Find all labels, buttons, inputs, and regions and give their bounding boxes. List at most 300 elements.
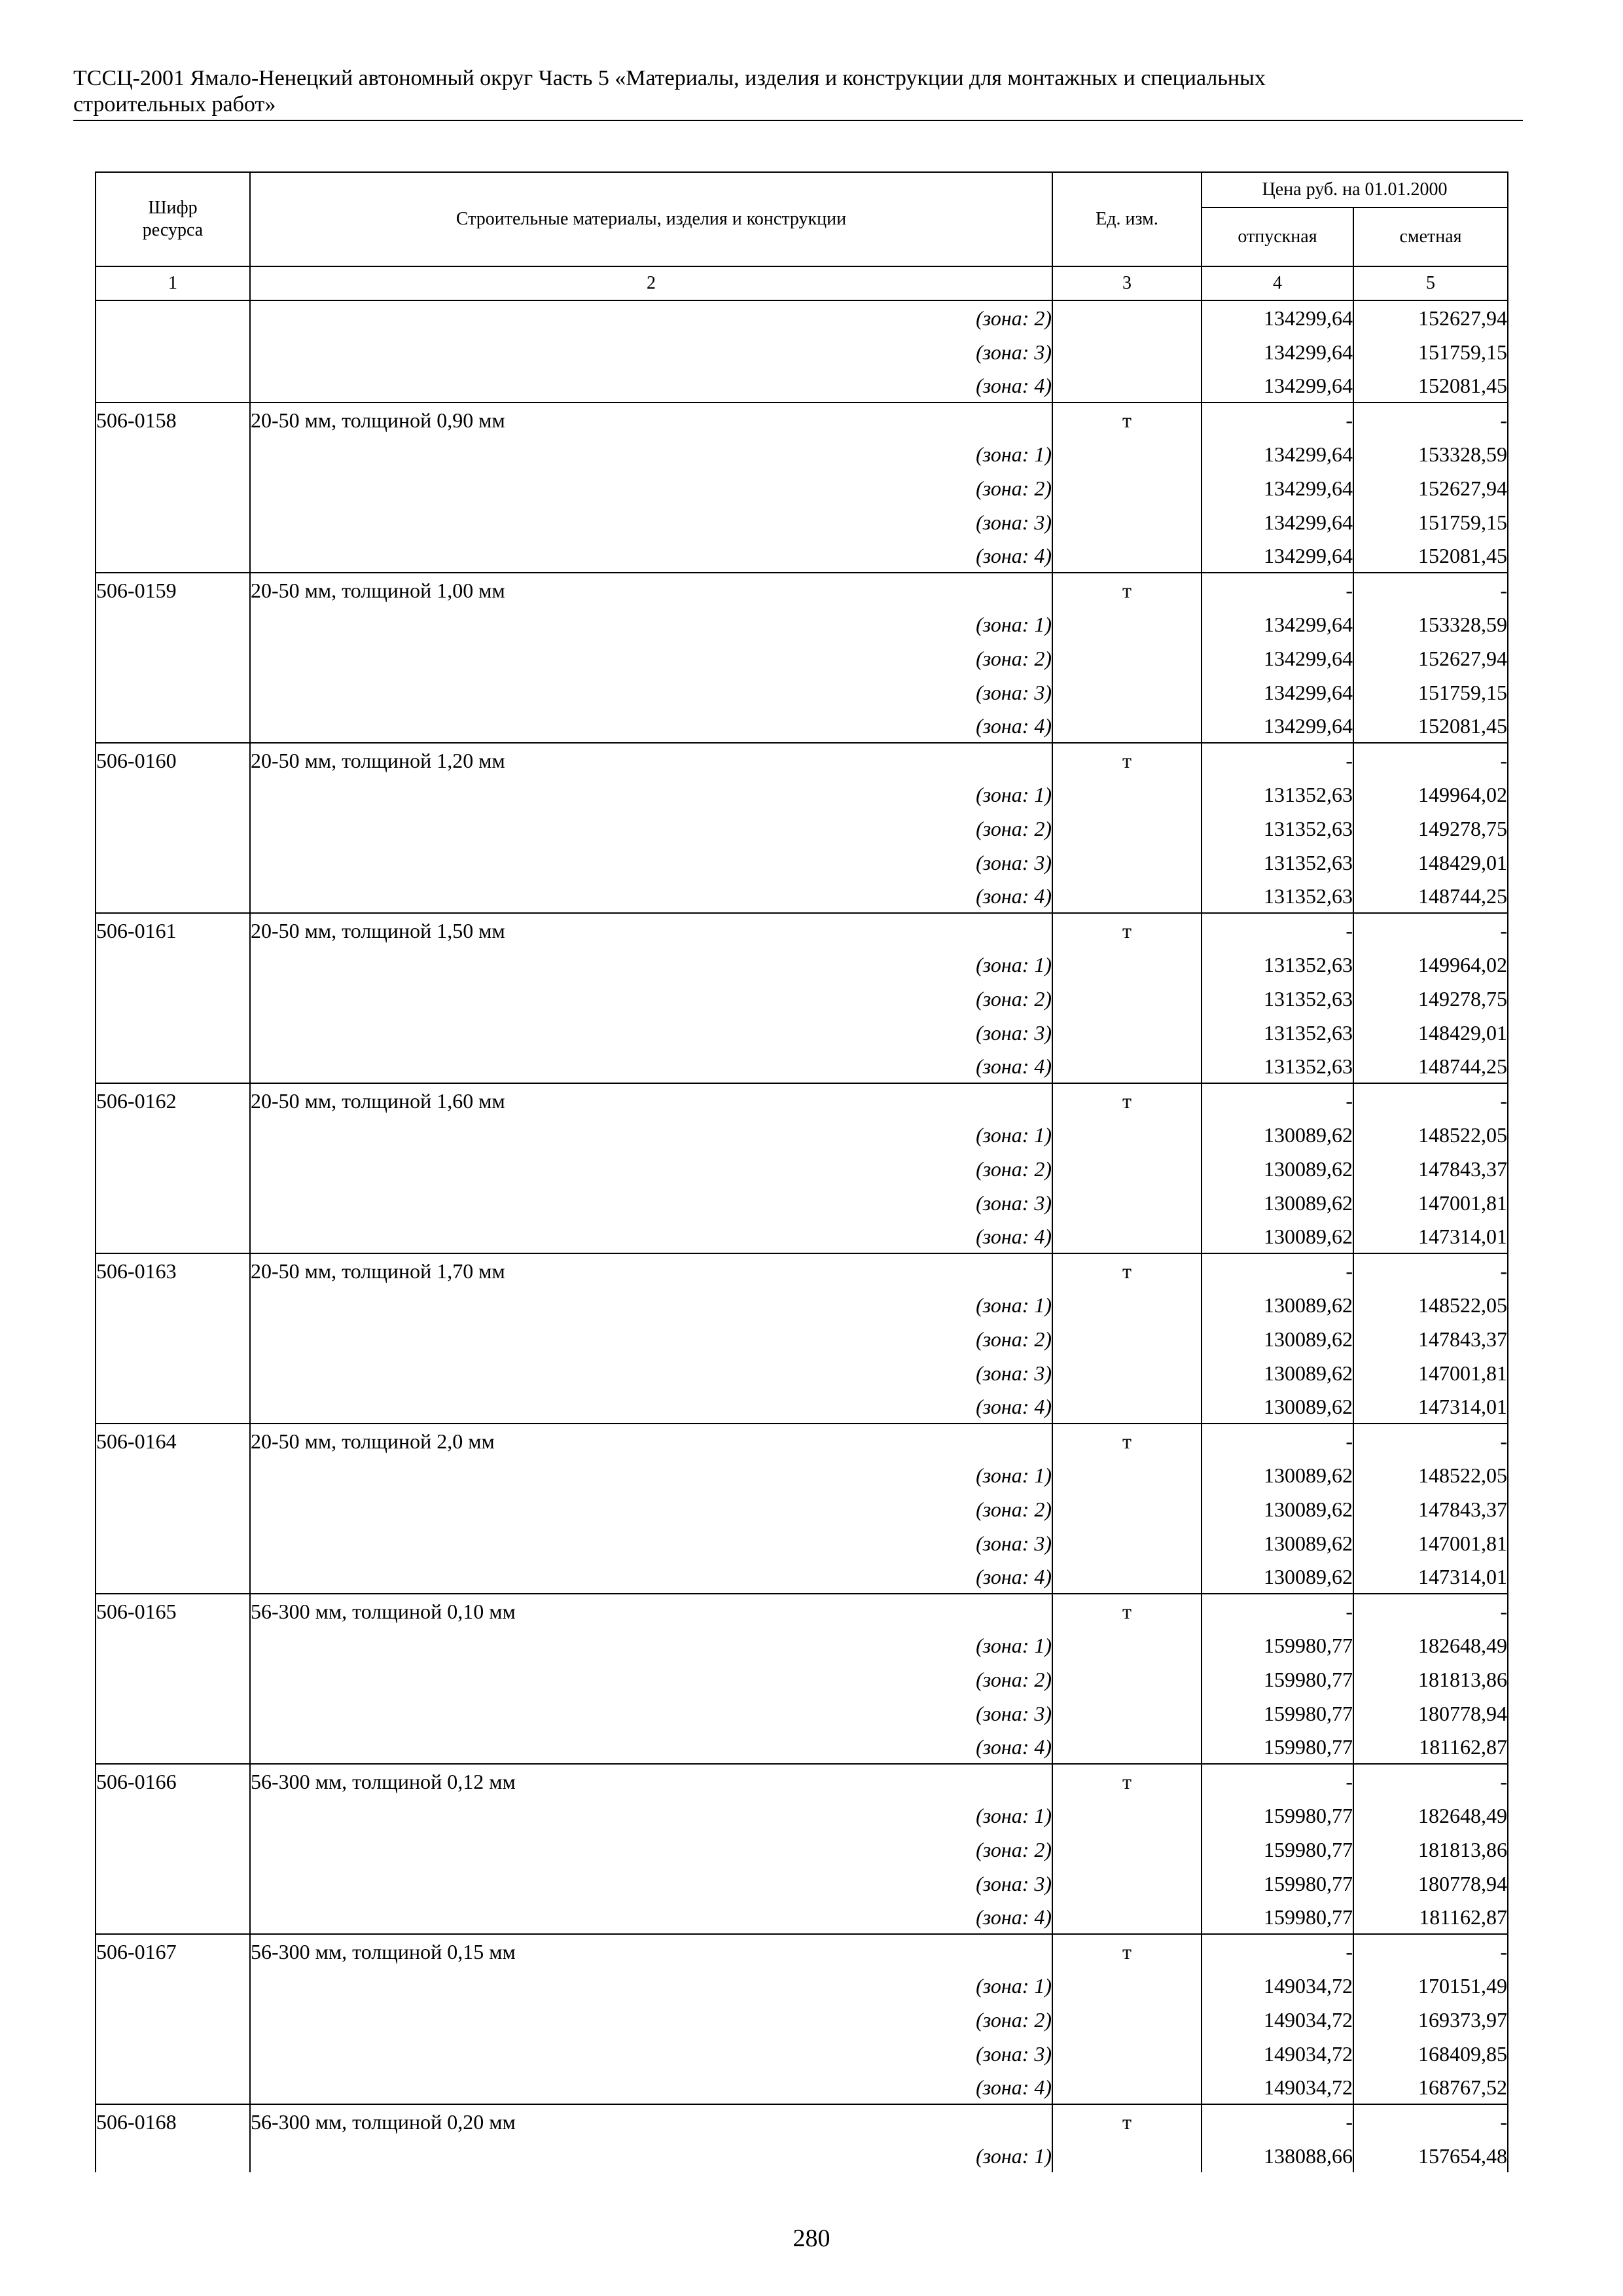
resource-code: 506-0167 (96, 1934, 250, 1968)
page-number: 280 (793, 2225, 830, 2252)
unit-cell (1052, 1219, 1202, 1253)
release-price: 134299,64 (1202, 368, 1353, 403)
header-title-line-2: строительных работ» (73, 92, 276, 117)
estimate-price: 180778,94 (1353, 1866, 1508, 1900)
estimate-price: 148522,05 (1353, 1117, 1508, 1151)
resource-code-cell (96, 1526, 250, 1560)
release-price: - (1202, 1253, 1353, 1287)
resource-name: 20-50 мм, толщиной 0,90 мм (250, 403, 1052, 437)
zone-label: (зона: 4) (250, 2070, 1052, 2104)
zone-row (96, 1117, 1508, 1151)
unit-cell (1052, 1526, 1202, 1560)
release-price: - (1202, 403, 1353, 437)
resource-unit: т (1052, 1424, 1202, 1458)
zone-label: (зона: 3) (250, 1015, 1052, 1049)
resource-code-cell (96, 777, 250, 811)
resource-code-cell (96, 709, 250, 743)
zone-row (96, 539, 1508, 573)
zone-label: (зона: 1) (250, 1798, 1052, 1832)
zone-label: (зона: 3) (250, 1866, 1052, 1900)
estimate-price: 181813,86 (1353, 1832, 1508, 1866)
estimate-price: 181162,87 (1353, 1730, 1508, 1764)
estimate-price: - (1353, 1253, 1508, 1287)
resource-unit: т (1052, 1934, 1202, 1968)
zone-row (96, 505, 1508, 539)
zone-label: (зона: 1) (250, 1458, 1052, 1492)
resource-code-cell (96, 539, 250, 573)
zone-row (96, 1458, 1508, 1492)
release-price: 134299,64 (1202, 505, 1353, 539)
resource-code-cell (96, 607, 250, 641)
unit-cell (1052, 777, 1202, 811)
resource-unit: т (1052, 913, 1202, 947)
estimate-price: 148429,01 (1353, 1015, 1508, 1049)
zone-label: (зона: 2) (250, 471, 1052, 505)
zone-row (96, 1321, 1508, 1355)
estimate-price: 147001,81 (1353, 1185, 1508, 1219)
resource-name: 56-300 мм, толщиной 0,10 мм (250, 1594, 1052, 1628)
estimate-price: 181813,86 (1353, 1662, 1508, 1696)
release-price: 130089,62 (1202, 1492, 1353, 1526)
zone-label: (зона: 2) (250, 300, 1052, 334)
column-header-unit: Ед. изм. (1052, 172, 1202, 266)
zone-label: (зона: 2) (250, 1832, 1052, 1866)
zone-row (96, 1219, 1508, 1253)
unit-cell (1052, 1390, 1202, 1424)
unit-cell (1052, 879, 1202, 913)
release-price: 130089,62 (1202, 1390, 1353, 1424)
column-header-code: Шифр ресурса (96, 172, 250, 266)
zone-label: (зона: 4) (250, 1049, 1052, 1083)
resource-name: 20-50 мм, толщиной 1,70 мм (250, 1253, 1052, 1287)
resource-row (96, 1424, 1508, 1458)
resource-row (96, 913, 1508, 947)
unit-cell (1052, 981, 1202, 1015)
zone-row (96, 300, 1508, 334)
zone-row (96, 2002, 1508, 2036)
estimate-price: - (1353, 1083, 1508, 1117)
release-price: 131352,63 (1202, 1049, 1353, 1083)
resource-code-cell (96, 1832, 250, 1866)
unit-cell (1052, 1492, 1202, 1526)
estimate-price: 151759,15 (1353, 675, 1508, 709)
zone-row (96, 1866, 1508, 1900)
release-price: - (1202, 2104, 1353, 2138)
header-title-line-1: ТССЦ-2001 Ямало-Ненецкий автономный округ Часть 5 «Материалы, изделия и конструкции для монтажных и специальных (73, 66, 1266, 90)
estimate-price: 148522,05 (1353, 1287, 1508, 1321)
resource-code-cell (96, 1492, 250, 1526)
zone-label: (зона: 1) (250, 2138, 1052, 2172)
resource-unit: т (1052, 573, 1202, 607)
zone-label: (зона: 4) (250, 1560, 1052, 1594)
estimate-price: 180778,94 (1353, 1696, 1508, 1730)
release-price: 131352,63 (1202, 777, 1353, 811)
resource-code-cell (96, 1662, 250, 1696)
zone-label: (зона: 2) (250, 1321, 1052, 1355)
zone-row (96, 1390, 1508, 1424)
document-header (73, 65, 1523, 118)
zone-row (96, 845, 1508, 879)
zone-row (96, 471, 1508, 505)
unit-cell (1052, 471, 1202, 505)
release-price: - (1202, 1083, 1353, 1117)
estimate-price: - (1353, 1934, 1508, 1968)
resource-code-cell (96, 1968, 250, 2002)
zone-label: (зона: 3) (250, 505, 1052, 539)
estimate-price: 181162,87 (1353, 1900, 1508, 1934)
resource-code-cell (96, 1151, 250, 1185)
column-number: 2 (250, 266, 1052, 300)
resource-row (96, 1594, 1508, 1628)
resource-code-cell (96, 300, 250, 334)
zone-label: (зона: 4) (250, 1390, 1052, 1424)
release-price: 134299,64 (1202, 641, 1353, 675)
zone-row (96, 1492, 1508, 1526)
zone-row (96, 1968, 1508, 2002)
unit-cell (1052, 947, 1202, 981)
resource-code-cell (96, 1219, 250, 1253)
resource-unit: т (1052, 403, 1202, 437)
unit-cell (1052, 539, 1202, 573)
zone-label: (зона: 2) (250, 1662, 1052, 1696)
estimate-price: 182648,49 (1353, 1628, 1508, 1662)
release-price: 159980,77 (1202, 1832, 1353, 1866)
resource-code-cell (96, 1900, 250, 1934)
unit-cell (1052, 1696, 1202, 1730)
zone-label: (зона: 3) (250, 675, 1052, 709)
zone-row (96, 675, 1508, 709)
zone-row (96, 1628, 1508, 1662)
estimate-price: 147843,37 (1353, 1492, 1508, 1526)
release-price: 131352,63 (1202, 1015, 1353, 1049)
release-price: 149034,72 (1202, 2036, 1353, 2070)
estimate-price: 170151,49 (1353, 1968, 1508, 2002)
unit-cell (1052, 2036, 1202, 2070)
unit-cell (1052, 1355, 1202, 1390)
release-price: 130089,62 (1202, 1219, 1353, 1253)
resource-code: 506-0165 (96, 1594, 250, 1628)
estimate-price: 153328,59 (1353, 607, 1508, 641)
unit-cell (1052, 641, 1202, 675)
column-header-price: Цена руб. на 01.01.2000 (1202, 172, 1508, 207)
estimate-price: 149278,75 (1353, 811, 1508, 845)
resource-code: 506-0161 (96, 913, 250, 947)
release-price: - (1202, 1594, 1353, 1628)
resource-code-cell (96, 1049, 250, 1083)
resource-name: 56-300 мм, толщиной 0,15 мм (250, 1934, 1052, 1968)
estimate-price: 152081,45 (1353, 368, 1508, 403)
estimate-price: - (1353, 913, 1508, 947)
unit-cell (1052, 1662, 1202, 1696)
unit-cell (1052, 607, 1202, 641)
release-price: 134299,64 (1202, 437, 1353, 471)
column-number: 1 (96, 266, 250, 300)
estimate-price: 152627,94 (1353, 300, 1508, 334)
resource-row (96, 1764, 1508, 1798)
zone-label: (зона: 2) (250, 811, 1052, 845)
estimate-price: 147843,37 (1353, 1321, 1508, 1355)
resource-code-cell (96, 1390, 250, 1424)
resource-code-cell (96, 471, 250, 505)
zone-label: (зона: 2) (250, 1151, 1052, 1185)
zone-row (96, 1832, 1508, 1866)
zone-row (96, 879, 1508, 913)
estimate-price: 152627,94 (1353, 641, 1508, 675)
unit-cell (1052, 1049, 1202, 1083)
estimate-price: 149964,02 (1353, 777, 1508, 811)
unit-cell (1052, 1287, 1202, 1321)
release-price: 134299,64 (1202, 675, 1353, 709)
resource-unit: т (1052, 1253, 1202, 1287)
resource-code-cell (96, 1628, 250, 1662)
resource-code: 506-0163 (96, 1253, 250, 1287)
release-price: - (1202, 573, 1353, 607)
zone-row (96, 981, 1508, 1015)
resource-code-cell (96, 437, 250, 471)
unit-cell (1052, 2002, 1202, 2036)
release-price: - (1202, 1934, 1353, 1968)
estimate-price: 149964,02 (1353, 947, 1508, 981)
estimate-price: 147314,01 (1353, 1560, 1508, 1594)
resource-code: 506-0162 (96, 1083, 250, 1117)
resource-name: 20-50 мм, толщиной 1,20 мм (250, 743, 1052, 777)
estimate-price: 151759,15 (1353, 334, 1508, 368)
zone-row (96, 1151, 1508, 1185)
estimate-price: - (1353, 1764, 1508, 1798)
release-price: 131352,63 (1202, 879, 1353, 913)
resource-name: 20-50 мм, толщиной 1,50 мм (250, 913, 1052, 947)
resource-code-cell (96, 1798, 250, 1832)
zone-label: (зона: 1) (250, 777, 1052, 811)
resource-code-cell (96, 1015, 250, 1049)
zone-row (96, 1560, 1508, 1594)
resource-code-cell (96, 2138, 250, 2172)
resource-price-table (95, 171, 1508, 2172)
estimate-price: - (1353, 403, 1508, 437)
column-number: 4 (1202, 266, 1353, 300)
unit-cell (1052, 1628, 1202, 1662)
resource-code-cell (96, 641, 250, 675)
estimate-price: - (1353, 1424, 1508, 1458)
zone-label: (зона: 1) (250, 437, 1052, 471)
release-price: 131352,63 (1202, 947, 1353, 981)
release-price: 130089,62 (1202, 1458, 1353, 1492)
estimate-price: 147843,37 (1353, 1151, 1508, 1185)
release-price: 130089,62 (1202, 1185, 1353, 1219)
estimate-price: - (1353, 2104, 1508, 2138)
unit-cell (1052, 1900, 1202, 1934)
column-header-estimate-price: сметная (1353, 207, 1508, 266)
release-price: 130089,62 (1202, 1526, 1353, 1560)
resource-code-cell (96, 2036, 250, 2070)
unit-cell (1052, 675, 1202, 709)
release-price: 130089,62 (1202, 1287, 1353, 1321)
resource-row (96, 743, 1508, 777)
estimate-price: 168767,52 (1353, 2070, 1508, 2104)
release-price: 149034,72 (1202, 1968, 1353, 2002)
unit-cell (1052, 2070, 1202, 2104)
unit-cell (1052, 1798, 1202, 1832)
resource-name: 56-300 мм, толщиной 0,20 мм (250, 2104, 1052, 2138)
zone-row (96, 1730, 1508, 1764)
estimate-price: 152081,45 (1353, 539, 1508, 573)
release-price: 130089,62 (1202, 1151, 1353, 1185)
zone-label: (зона: 4) (250, 1219, 1052, 1253)
resource-unit: т (1052, 1083, 1202, 1117)
resource-name: 20-50 мм, толщиной 2,0 мм (250, 1424, 1052, 1458)
resource-code-cell (96, 1321, 250, 1355)
zone-row (96, 709, 1508, 743)
zone-row (96, 437, 1508, 471)
resource-code-cell (96, 879, 250, 913)
resource-code-cell (96, 1458, 250, 1492)
release-price: 149034,72 (1202, 2070, 1353, 2104)
resource-code-cell (96, 845, 250, 879)
estimate-price: - (1353, 743, 1508, 777)
zone-label: (зона: 1) (250, 1968, 1052, 2002)
unit-cell (1052, 1015, 1202, 1049)
estimate-price: 148744,25 (1353, 879, 1508, 913)
zone-label: (зона: 4) (250, 879, 1052, 913)
column-number: 3 (1052, 266, 1202, 300)
resource-row (96, 2104, 1508, 2138)
resource-unit: т (1052, 743, 1202, 777)
unit-cell (1052, 300, 1202, 334)
unit-cell (1052, 1866, 1202, 1900)
resource-code-cell (96, 981, 250, 1015)
release-price: 130089,62 (1202, 1117, 1353, 1151)
zone-row (96, 1798, 1508, 1832)
resource-code-cell (96, 1287, 250, 1321)
unit-cell (1052, 1832, 1202, 1866)
unit-cell (1052, 1968, 1202, 2002)
estimate-price: 147001,81 (1353, 1526, 1508, 1560)
unit-cell (1052, 2138, 1202, 2172)
zone-row (96, 2138, 1508, 2172)
zone-row (96, 1900, 1508, 1934)
zone-label: (зона: 4) (250, 368, 1052, 403)
release-price: 159980,77 (1202, 1628, 1353, 1662)
estimate-price: 152081,45 (1353, 709, 1508, 743)
release-price: 130089,62 (1202, 1321, 1353, 1355)
release-price: 130089,62 (1202, 1560, 1353, 1594)
release-price: 159980,77 (1202, 1900, 1353, 1934)
unit-cell (1052, 1321, 1202, 1355)
zone-row (96, 947, 1508, 981)
resource-code-cell (96, 334, 250, 368)
estimate-price: 149278,75 (1353, 981, 1508, 1015)
estimate-price: 147314,01 (1353, 1219, 1508, 1253)
unit-cell (1052, 368, 1202, 403)
estimate-price: 147314,01 (1353, 1390, 1508, 1424)
resource-code-cell (96, 811, 250, 845)
resource-code-cell (96, 1696, 250, 1730)
estimate-price: 153328,59 (1353, 437, 1508, 471)
zone-row (96, 1696, 1508, 1730)
unit-cell (1052, 1151, 1202, 1185)
zone-row (96, 1015, 1508, 1049)
resource-code: 506-0164 (96, 1424, 250, 1458)
resource-code: 506-0166 (96, 1764, 250, 1798)
estimate-price: 148522,05 (1353, 1458, 1508, 1492)
resource-code-cell (96, 675, 250, 709)
zone-row (96, 777, 1508, 811)
release-price: 131352,63 (1202, 845, 1353, 879)
resource-name: 56-300 мм, толщиной 0,12 мм (250, 1764, 1052, 1798)
resource-code-cell (96, 1117, 250, 1151)
resource-unit: т (1052, 1764, 1202, 1798)
unit-cell (1052, 505, 1202, 539)
release-price: 131352,63 (1202, 981, 1353, 1015)
resource-code-cell (96, 2002, 250, 2036)
zone-label: (зона: 3) (250, 1696, 1052, 1730)
release-price: 134299,64 (1202, 607, 1353, 641)
zone-label: (зона: 3) (250, 1185, 1052, 1219)
unit-cell (1052, 1117, 1202, 1151)
unit-cell (1052, 1560, 1202, 1594)
zone-label: (зона: 1) (250, 607, 1052, 641)
unit-cell (1052, 811, 1202, 845)
zone-label: (зона: 1) (250, 1117, 1052, 1151)
zone-label: (зона: 1) (250, 1287, 1052, 1321)
resource-code: 506-0158 (96, 403, 250, 437)
column-header-name: Строительные материалы, изделия и конструкции (250, 172, 1052, 266)
resource-row (96, 1253, 1508, 1287)
zone-row (96, 334, 1508, 368)
release-price: 159980,77 (1202, 1730, 1353, 1764)
unit-cell (1052, 334, 1202, 368)
zone-row (96, 2036, 1508, 2070)
release-price: 131352,63 (1202, 811, 1353, 845)
zone-label: (зона: 1) (250, 947, 1052, 981)
release-price: 159980,77 (1202, 1798, 1353, 1832)
release-price: 134299,64 (1202, 334, 1353, 368)
resource-unit: т (1052, 1594, 1202, 1628)
zone-label: (зона: 2) (250, 641, 1052, 675)
release-price: - (1202, 913, 1353, 947)
zone-label: (зона: 3) (250, 334, 1052, 368)
zone-label: (зона: 2) (250, 1492, 1052, 1526)
zone-label: (зона: 2) (250, 2002, 1052, 2036)
resource-name: 20-50 мм, толщиной 1,00 мм (250, 573, 1052, 607)
zone-row (96, 1526, 1508, 1560)
resource-row (96, 573, 1508, 607)
column-number: 5 (1353, 266, 1508, 300)
release-price: - (1202, 1764, 1353, 1798)
zone-label: (зона: 1) (250, 1628, 1052, 1662)
unit-cell (1052, 845, 1202, 879)
release-price: 134299,64 (1202, 539, 1353, 573)
zone-label: (зона: 3) (250, 1526, 1052, 1560)
zone-label: (зона: 4) (250, 1900, 1052, 1934)
estimate-price: 157654,48 (1353, 2138, 1508, 2172)
resource-code-cell (96, 505, 250, 539)
resource-code-cell (96, 947, 250, 981)
zone-label: (зона: 2) (250, 981, 1052, 1015)
release-price: - (1202, 743, 1353, 777)
zone-row (96, 641, 1508, 675)
resource-row (96, 1934, 1508, 1968)
resource-code: 506-0168 (96, 2104, 250, 2138)
estimate-price: 151759,15 (1353, 505, 1508, 539)
zone-label: (зона: 4) (250, 1730, 1052, 1764)
unit-cell (1052, 437, 1202, 471)
zone-label: (зона: 4) (250, 709, 1052, 743)
release-price: 159980,77 (1202, 1662, 1353, 1696)
resource-code-cell (96, 2070, 250, 2104)
table-body (96, 300, 1508, 2172)
estimate-price: 148429,01 (1353, 845, 1508, 879)
